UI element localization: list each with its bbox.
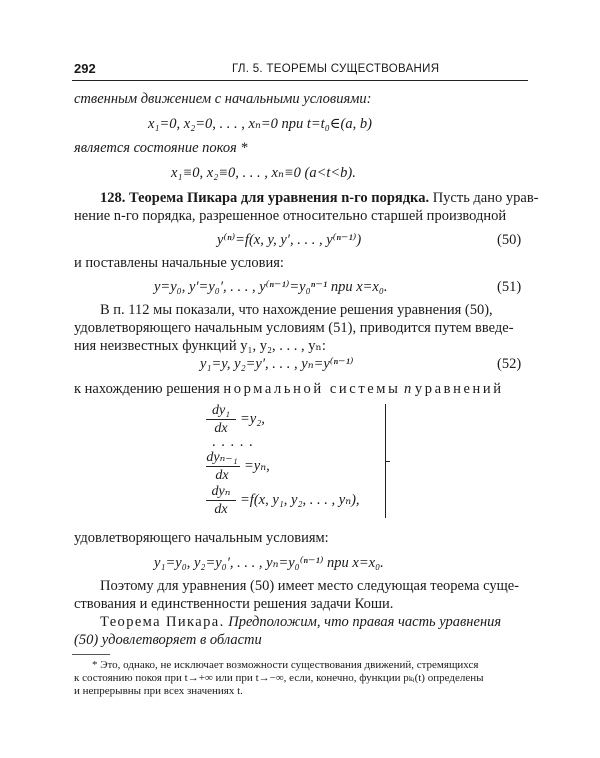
equation-initial-conditions: x₁=0, x₂=0, . . . , xₙ=0 при t=t₀∈(a, b) [148,116,372,132]
equation-51: y=y₀, y′=y₀′, . . . , y⁽ⁿ⁻¹⁾=y₀ⁿ⁻¹ при x=x₀. [154,279,388,295]
theorem-label: Теорема Пикара. [100,614,225,630]
system-rhs: =y₂, [240,411,265,427]
fraction-numerator: dyₙ [211,484,231,499]
header-rule [72,80,528,81]
fraction-denominator: dx [214,502,228,517]
equation-50: y⁽ⁿ⁾=f(x, y, y′, . . . , y⁽ⁿ⁻¹⁾) [217,232,362,248]
equation-number-51: (51) [497,279,522,295]
page-number: 292 [74,61,96,76]
text-line: Поэтому для уравнения (50) имеет место следующая теорема суще- [100,578,520,594]
text-spaced: уравнений [414,381,504,397]
fraction-denominator: dx [214,421,228,436]
running-title: ГЛ. 5. ТЕОРЕМЫ СУЩЕСТВОВАНИЯ [232,63,440,75]
equation-53: y₁=y₀, y₂=y₀′, . . . , yₙ=y₀⁽ⁿ⁻¹⁾ при x=x₀. [154,555,384,571]
text-spaced: нормальной системы [223,381,401,397]
fraction-bar [206,419,236,420]
system-rhs: =f(x, y₁, y₂, . . . , yₙ), [240,492,360,508]
theorem-text: Предположим, что правая часть уравнения [228,614,502,630]
text-line: является состояние покоя * [74,140,248,156]
text-normal: к нахождению решения [74,381,220,397]
text-line: удовлетворяющего начальным условиям: [74,530,329,546]
equation-number-50: (50) [497,232,522,248]
text-line [74,381,504,398]
section-title: Теорема Пикара для уравнения n-го порядка. [129,190,430,206]
section-heading-line [100,190,539,207]
footnote-line: * Это, однако, не исключает возможности существования движений, стремящихся [92,659,479,671]
system-rhs: =yₙ, [244,458,270,474]
fraction-bar [206,500,236,501]
fraction-numerator: dy₁ [211,403,231,418]
system-ellipsis: . . . . . [212,434,254,450]
fraction-numerator: dyₙ₋₁ [206,450,238,465]
text-variable-n: n [404,381,412,397]
theorem-line [100,614,501,631]
text-line: ственным движением с начальными условиями: [74,91,372,107]
fraction-bar [206,466,240,467]
text-line: нение n-го порядка, разрешенное относительно старшей производной [74,208,507,224]
system-brace-tip [385,461,390,462]
fraction-denominator: dx [215,468,229,483]
equation-number-52: (52) [497,356,522,372]
text-line: и поставлены начальные условия: [74,255,284,271]
footnote-line: к состоянию покоя при t→+∞ или при t→−∞, если, конечно, функции pₖᵢ(t) определены [74,672,484,684]
equation-rest-state: x₁≡0, x₂≡0, . . . , xₙ≡0 (a<t<b). [171,165,356,181]
theorem-text: (50) удовлетворяет в области [74,632,262,648]
text-line: удовлетворяющего начальным условиям (51), приводится путем введе- [74,320,514,336]
footnote-rule [72,654,110,655]
text-line: В п. 112 мы показали, что нахождение решения уравнения (50), [100,302,493,318]
footnote-line: и непрерывны при всех значениях t. [74,685,243,697]
section-text: Пусть дано урав- [432,190,539,206]
section-number: 128. [100,190,126,206]
equation-52: y₁=y, y₂=y′, . . . , yₙ=y⁽ⁿ⁻¹⁾ [200,356,354,372]
text-line: ствования и единственности решения задачи Коши. [74,596,394,612]
text-line: ния неизвестных функций y₁, y₂, . . . , yₙ: [74,338,326,354]
